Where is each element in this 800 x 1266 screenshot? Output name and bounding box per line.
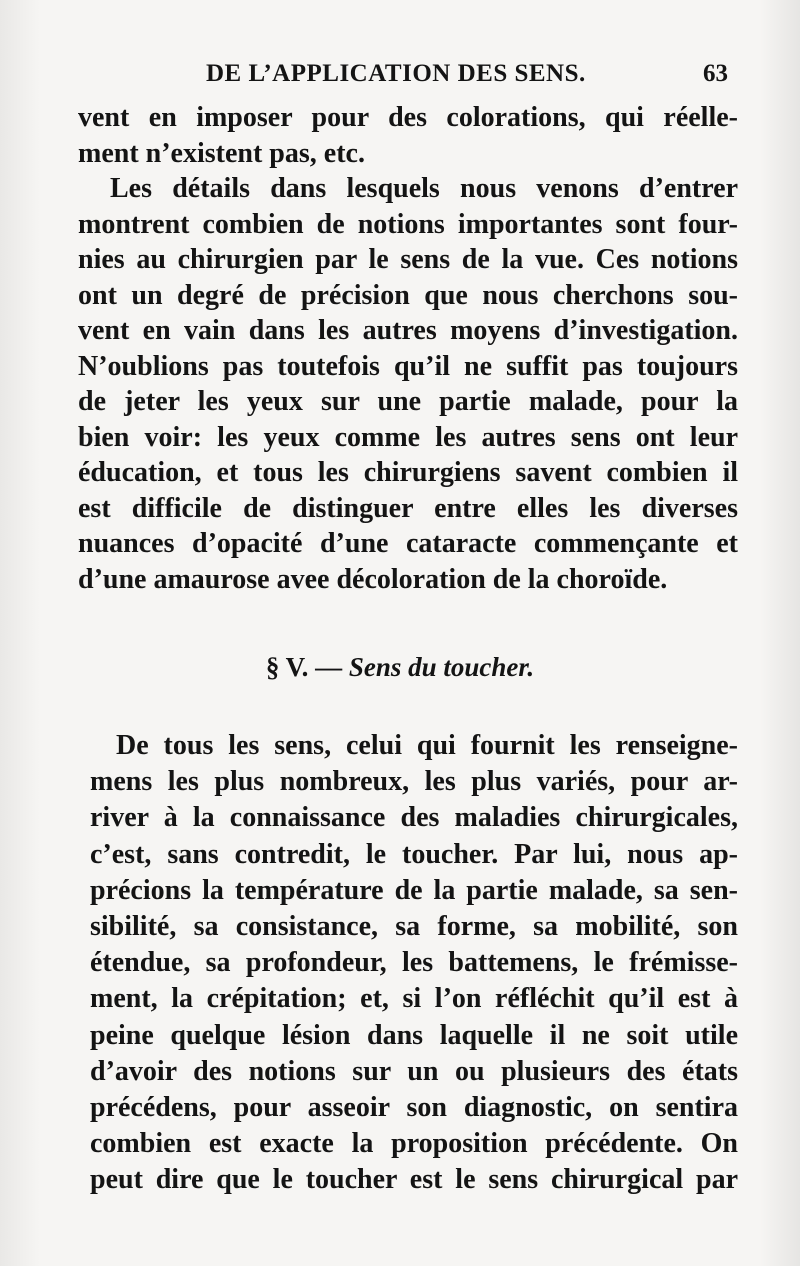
text-line: nuances d’opacité d’une cataracte commençante et <box>78 528 738 559</box>
text-line: ment, la crépitation; et, si l’on réfléchit qu’il est à <box>90 983 738 1015</box>
text-line: d’une amaurose avee décoloration de la choroïde. <box>78 563 668 595</box>
text-line: éducation, et tous les chirurgiens savent combien il <box>78 457 738 488</box>
text-line: ment n’existent pas, etc. <box>78 137 365 169</box>
text-line: vent en vain dans les autres moyens d’investigation. <box>78 315 738 346</box>
text-line: De tous les sens, celui qui fournit les renseigne- <box>116 730 738 761</box>
section-heading <box>0 652 800 683</box>
section-number: § V. — <box>265 652 343 682</box>
text-line: sibilité, sa consistance, sa forme, sa mobilité, son <box>90 911 738 943</box>
text-line: peut dire que le toucher est le sens chirurgical par <box>90 1164 738 1196</box>
text-line: river à la connaissance des maladies chirurgicales, <box>90 802 738 834</box>
text-line: c’est, sans contredit, le toucher. Par lui, nous ap- <box>90 838 738 870</box>
text-line: N’oublions pas toutefois qu’il ne suffit pas toujours <box>78 350 738 382</box>
text-line: de jeter les yeux sur une partie malade, pour la <box>78 386 738 417</box>
text-line: montrent combien de notions importantes sont four- <box>78 208 738 240</box>
page-number: 63 <box>703 60 728 87</box>
text-line: précions la température de la partie malade, sa sen- <box>90 874 738 906</box>
text-line: Les détails dans lesquels nous venons d’entrer <box>110 173 738 204</box>
text-line: combien est exacte la proposition précédente. On <box>90 1128 738 1160</box>
text-line: ont un degré de précision que nous cherchons sou- <box>78 279 738 311</box>
text-line: vent en imposer pour des colorations, qui réelle- <box>78 102 738 133</box>
text-line: mens les plus nombreux, les plus variés, pour ar- <box>90 766 738 798</box>
text-line: est difficile de distinguer entre elles les diverses <box>78 492 738 524</box>
text-line: précédens, pour asseoir son diagnostic, on sentira <box>90 1092 738 1124</box>
text-line: bien voir: les yeux comme les autres sens ont leur <box>78 421 738 453</box>
body-text-bottom <box>90 728 738 1199</box>
text-line: d’avoir des notions sur un ou plusieurs des états <box>90 1055 738 1087</box>
text-line: nies au chirurgien par le sens de la vue. Ces notions <box>78 244 738 275</box>
text-line: étendue, sa profondeur, les battemens, le frémisse- <box>90 947 738 979</box>
text-line: peine quelque lésion dans laquelle il ne soit utile <box>90 1019 738 1051</box>
body-text-top <box>78 100 738 597</box>
page-header <box>0 60 800 94</box>
running-title: DE L’APPLICATION DES SENS. <box>206 60 586 87</box>
section-title: Sens du toucher. <box>348 652 535 682</box>
